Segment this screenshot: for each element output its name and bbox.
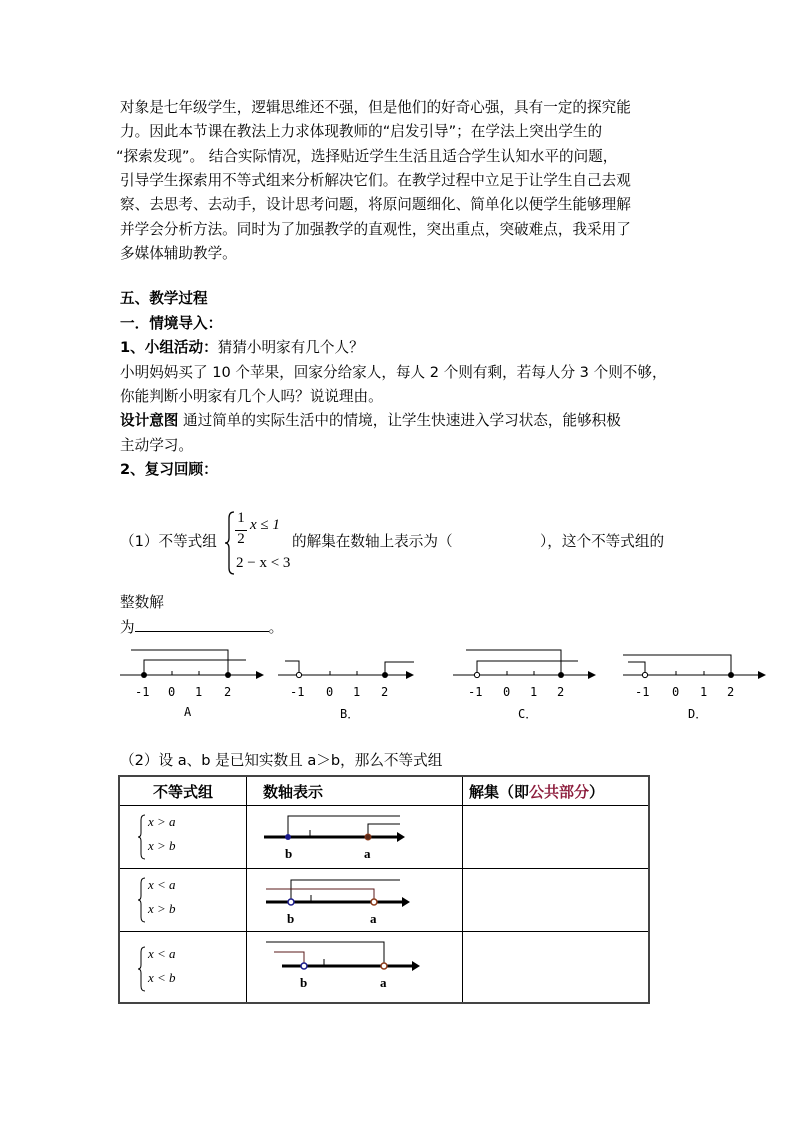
inequality-table: [118, 775, 650, 1004]
q1-line3: [120, 617, 283, 638]
system-cell: [119, 869, 247, 932]
activity-question: 猜猜小明家有几个人？: [217, 339, 364, 356]
inequality-line: x > a: [148, 814, 176, 829]
header-solution-highlight: 公共部分: [529, 782, 590, 801]
table-row: [119, 932, 649, 1004]
intro-line: “探索发现”。 结合实际情况，选择贴近学生生活且适合学生认知水平的问题，: [116, 148, 618, 165]
option-label: D．: [688, 707, 708, 721]
q1-prefix: （1）不等式组: [120, 533, 217, 550]
solution-cell[interactable]: [463, 869, 650, 932]
option-label: A: [184, 705, 192, 719]
solution-cell[interactable]: [463, 932, 650, 1004]
tick-label: -1: [468, 685, 483, 699]
tick-label: 0: [168, 685, 176, 699]
q1-line2: 整数解: [120, 594, 164, 611]
inequality-line: x > b: [148, 901, 176, 916]
point-label-b: b: [287, 911, 295, 926]
point-label-a: a: [364, 846, 371, 861]
tick-label: 0: [503, 685, 511, 699]
number-line-diagram: [247, 869, 447, 931]
q1-line3-suffix: 。: [268, 619, 284, 636]
q1-line3-prefix: 为: [120, 619, 135, 636]
intro-line: 并学会分析方法。同时为了加强教学的直观性，突出重点，突破难点，我采用了: [120, 221, 631, 238]
q2-prompt: （2）设 a、b 是已知实数且 a＞b，那么不等式组: [120, 752, 443, 769]
tick-label: -1: [635, 685, 650, 699]
option-c[interactable]: [450, 645, 600, 725]
inequality-line: x > b: [148, 838, 176, 853]
header-solution: [463, 776, 650, 806]
tick-label: 2: [727, 685, 735, 699]
number-line-diagram: [247, 806, 447, 868]
activity-label: 1、小组活动：: [120, 339, 218, 356]
brace-icon: [138, 946, 146, 992]
header-numberline: 数轴表示: [247, 776, 463, 806]
option-label: B．: [340, 707, 360, 721]
q1-suffix: ），这个不等式组的: [540, 533, 665, 550]
fraction-denominator: 2: [237, 531, 245, 547]
tick-label: 0: [326, 685, 334, 699]
option-label: C．: [518, 707, 538, 721]
point-label-a: a: [370, 911, 377, 926]
tick-label: 2: [224, 685, 232, 699]
inequality-line: x < a: [148, 946, 176, 961]
design-intent-text: 通过简单的实际生活中的情境，让学生快速进入学习状态，能够积极: [178, 412, 621, 429]
design-intent-text: 主动学习。: [120, 437, 193, 454]
inequality-2: 2 − x < 3: [236, 555, 291, 571]
intro-line: 多媒体辅助教学。: [120, 245, 237, 262]
problem-line: 你能判断小明家有几个人吗？说说理由。: [120, 388, 383, 405]
numberline-cell: [247, 869, 463, 932]
tick-label: 1: [530, 685, 538, 699]
inequality-line: x < a: [148, 877, 176, 892]
solution-cell[interactable]: [463, 806, 650, 869]
intro-line: 力。因此本节课在教法上力求体现教师的“启发引导”；在学法上突出学生的: [120, 123, 603, 140]
brace-icon: [138, 814, 146, 860]
tick-label: 1: [195, 685, 203, 699]
subsection-heading: 一．情境导入：: [120, 315, 223, 332]
numberline-cell: [247, 806, 463, 869]
q1-middle: 的解集在数轴上表示为（: [292, 533, 453, 550]
option-b[interactable]: [278, 645, 428, 725]
review-heading: 2、复习回顾：: [120, 461, 218, 478]
tick-label: 1: [353, 685, 361, 699]
intro-line: 对象是七年级学生，逻辑思维还不强，但是他们的好奇心强，具有一定的探究能: [120, 99, 631, 116]
system-cell: [119, 932, 247, 1004]
header-solution-suffix: ）: [589, 782, 605, 801]
option-d[interactable]: [620, 645, 770, 725]
table-header-row: [119, 776, 649, 806]
tick-label: 1: [700, 685, 708, 699]
inequality-1: x ≤ 1: [250, 517, 280, 533]
tick-label: -1: [135, 685, 150, 699]
table-row: [119, 869, 649, 932]
design-intent-line: [120, 411, 621, 431]
tick-label: 0: [672, 685, 680, 699]
intro-line: 引导学生探索用不等式组来分析解决它们。在教学过程中立足于让学生自己去观: [120, 172, 631, 189]
tick-label: -1: [290, 685, 305, 699]
activity-line: [120, 338, 364, 358]
point-label-b: b: [300, 975, 308, 990]
table-row: [119, 806, 649, 869]
inequality-line: x < b: [148, 970, 176, 985]
answer-blank[interactable]: [135, 617, 269, 632]
problem-line: 小明妈妈买了 10 个苹果，回家分给家人，每人 2 个则有剩，若每人分 3 个则不够，: [120, 364, 667, 381]
intro-line: 察、去思考、去动手，设计思考问题，将原问题细化、简单化以便学生能够理解: [120, 196, 631, 213]
point-label-a: a: [380, 975, 387, 990]
option-a[interactable]: [118, 645, 268, 725]
header-solution-prefix: 解集（即: [469, 782, 530, 801]
header-system: 不等式组: [119, 776, 247, 806]
number-line-diagram: [247, 932, 447, 1002]
numberline-cell: [247, 932, 463, 1004]
fraction-numerator: 1: [237, 510, 245, 526]
point-label-b: b: [285, 846, 293, 861]
tick-label: 2: [381, 685, 389, 699]
design-intent-label: 设计意图: [120, 412, 179, 429]
brace-icon: [138, 877, 146, 923]
tick-label: 2: [557, 685, 565, 699]
system-cell: [119, 806, 247, 869]
section-heading: 五、教学过程: [120, 290, 208, 307]
